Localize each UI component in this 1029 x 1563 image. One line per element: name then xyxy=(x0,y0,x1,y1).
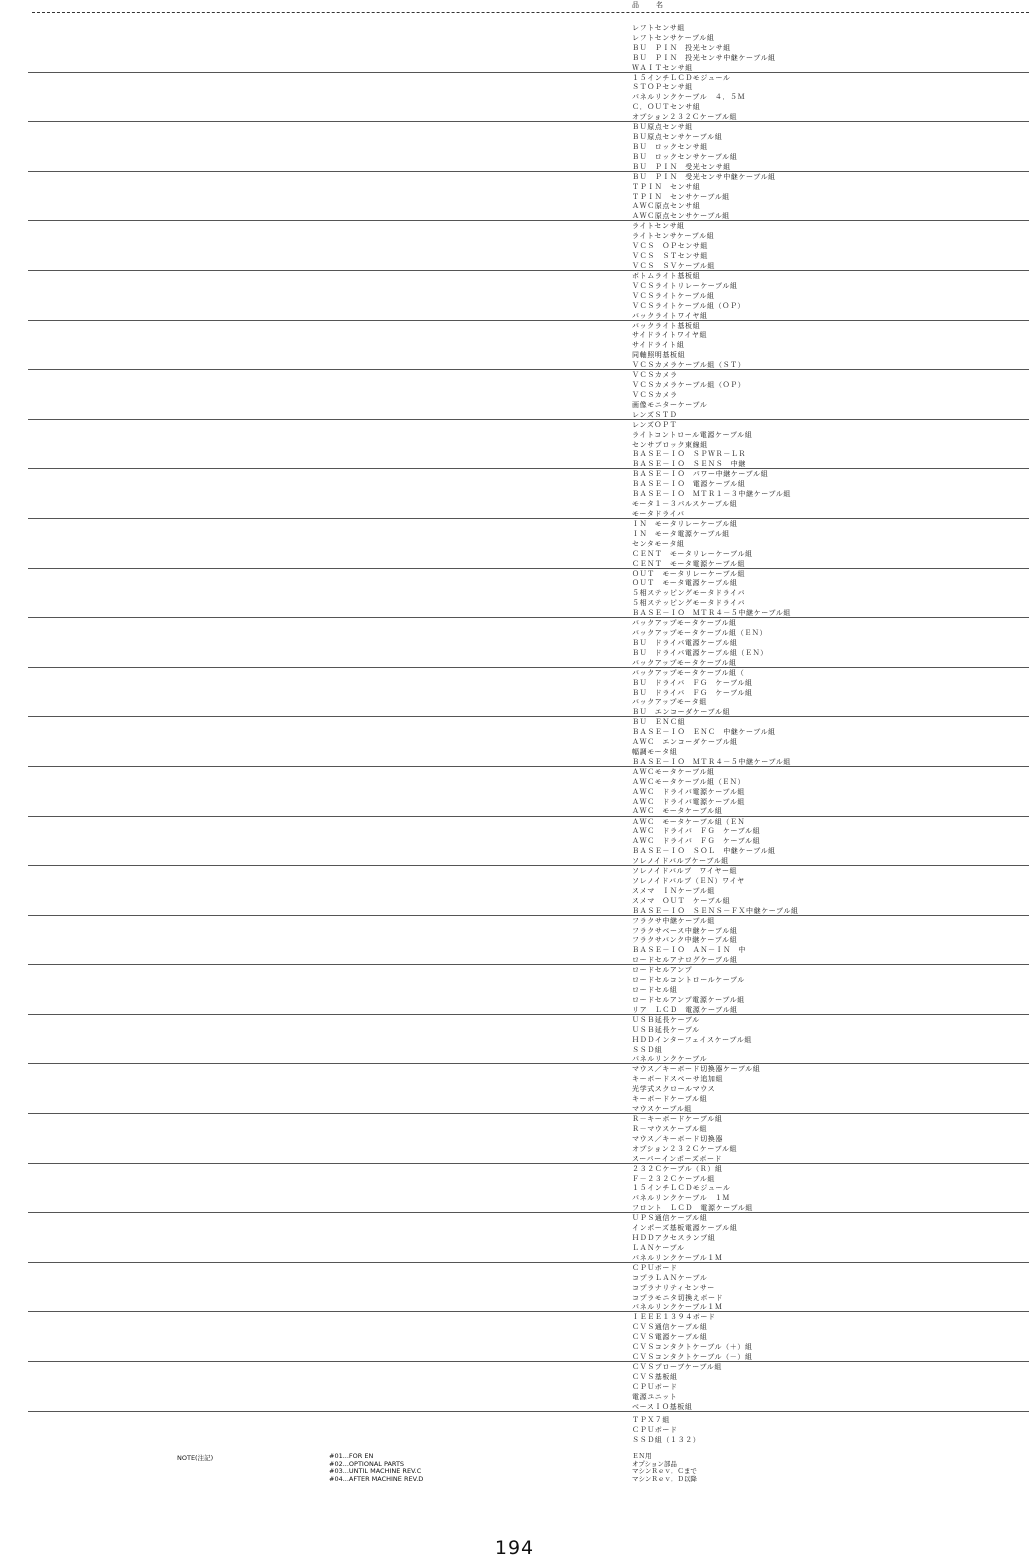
part-name: ソレノイドバルブケーブル組 xyxy=(632,857,729,866)
parts-group-items xyxy=(632,173,776,222)
parts-group xyxy=(28,1164,1029,1214)
part-name: レフトセンサ組 xyxy=(632,24,685,32)
part-name: ＢＵ ドライバ電源ケーブル組（ＥＮ） xyxy=(632,648,768,657)
part-name: ＵＳＢ延長ケーブル xyxy=(632,1025,700,1034)
part-name: ＴＰＩＮ センサ組 xyxy=(632,182,701,191)
part-name: スーパーインポーズボード xyxy=(632,1154,723,1163)
parts-group-items xyxy=(632,1264,723,1313)
parts-group xyxy=(28,221,1029,271)
notes-title: NOTE(注記) xyxy=(177,1454,214,1462)
part-name: ＶＣＳ ＯＰセンサ組 xyxy=(632,242,708,251)
note-code: #04...AFTER MACHINE REV.D xyxy=(329,1474,424,1483)
part-name: ＩＮ モータ電源ケーブル組 xyxy=(632,529,730,538)
parts-group-items xyxy=(632,966,745,1015)
part-name: ＵＳＢ延長ケーブル xyxy=(632,1015,700,1024)
parts-group xyxy=(28,370,1029,420)
header-divider xyxy=(32,12,1029,13)
parts-group-items xyxy=(632,570,791,619)
parts-group-items xyxy=(632,123,737,172)
parts-group-items xyxy=(632,222,715,271)
part-name: ＢＵ ＰＩＮ 投光センサ中継ケーブル組 xyxy=(632,53,776,62)
part-name: ＢＵ ＰＩＮ 投光センサ組 xyxy=(632,43,731,52)
part-name: Ｃ．ＯＵＴセンサ組 xyxy=(632,103,701,112)
part-name: ＳＴＯＰセンサ組 xyxy=(632,83,693,92)
parts-group xyxy=(28,469,1029,519)
part-name: キーボードスペーサ追加組 xyxy=(632,1075,724,1084)
part-name: ＳＳＤ組 xyxy=(632,1045,663,1054)
part-name: ＢＡＳＥ－ＩＯ ＭＴＲ４－５中継ケーブル組 xyxy=(632,609,791,618)
part-name: パネルリンクケーブル １Ｍ xyxy=(632,1194,731,1203)
part-name: ＢＡＳＥ－ＩＯ ＳＯＬ 中継ケーブル組 xyxy=(632,847,776,856)
parts-group-items xyxy=(632,74,745,123)
part-name: ＣＰＵボード xyxy=(632,1382,678,1391)
part-name: ＢＡＳＥ－ＩＯ ＭＴＲ１－３中継ケーブル組 xyxy=(632,490,791,499)
part-name: ＶＣＳカメラケーブル組（ＳＴ） xyxy=(632,361,746,370)
part-name: ＢＡＳＥ－ＩＯ ＥＮＣ 中継ケーブル組 xyxy=(632,728,776,737)
part-name: ＡＷＣモータケーブル組（ＥＮ） xyxy=(632,777,746,786)
part-name: ＡＷＣ エンコーダケーブル組 xyxy=(632,738,738,747)
part-name: ＡＷＣ モータケーブル組（ＥＮ xyxy=(632,817,746,826)
page-number: 194 xyxy=(494,1537,535,1559)
part-name: マウス／キーボード切換器 xyxy=(632,1134,723,1143)
part-name: ＶＣＳ ＳＶケーブル組 xyxy=(632,261,715,270)
note-code: #01...FOR EN xyxy=(329,1452,374,1460)
part-name: モータ１－３パルスケーブル組 xyxy=(632,500,738,509)
part-name: ＶＣＳカメラ xyxy=(632,390,678,399)
notes-meanings xyxy=(632,1453,697,1483)
part-name: ソレノイドバルブ（ＥＮ）ワイヤ xyxy=(632,876,745,885)
parts-group xyxy=(28,717,1029,767)
part-name: ＢＵ ドライバ電源ケーブル組 xyxy=(632,638,738,647)
part-name: ＴＰＩＮ センサケーブル組 xyxy=(632,192,730,201)
part-name: ＶＣＳカメラ xyxy=(632,371,678,380)
parts-group xyxy=(28,271,1029,321)
part-name: ＢＡＳＥ－ＩＯ 電源ケーブル組 xyxy=(632,480,746,489)
parts-group xyxy=(28,1213,1029,1263)
column-label-part-name: 品 名 xyxy=(632,1,668,9)
part-name: レンズＯＰＴ xyxy=(632,420,678,429)
part-name: １５インチＬＣＤモジュール xyxy=(632,1184,731,1193)
parts-group-items xyxy=(632,1115,737,1164)
parts-group xyxy=(28,866,1029,916)
parts-group xyxy=(28,916,1029,966)
part-name: ＡＷＣ ドライバ電源ケーブル組 xyxy=(632,787,746,796)
parts-group xyxy=(28,767,1029,817)
part-name: コプラＬＡＮケーブル xyxy=(632,1273,708,1282)
parts-group-items xyxy=(632,1363,722,1412)
parts-group xyxy=(28,965,1029,1015)
part-name: ＡＷＣ モータケーブル組 xyxy=(632,807,723,816)
part-name: 画像モニターケーブル xyxy=(632,400,708,409)
parts-group-items xyxy=(632,1313,753,1362)
part-name: ＢＵ ドライバ ＦＧ ケーブル組 xyxy=(632,688,753,697)
parts-group-items xyxy=(632,1016,752,1065)
part-name: ２３２Ｃケーブル（Ｒ）組 xyxy=(632,1164,723,1173)
part-name: ＶＣＳライトケーブル組 xyxy=(632,291,715,300)
part-name: フロント ＬＣＤ 電源ケーブル組 xyxy=(632,1204,753,1213)
part-name: モータドライバ xyxy=(632,509,685,518)
part-name: ＢＡＳＥ－ＩＯ ＳＥＮＳ－ＦＸ中継ケーブル組 xyxy=(632,906,799,915)
part-name: ＢＵ ロックセンサケーブル組 xyxy=(632,152,738,161)
part-name: 光学式スクロールマウス xyxy=(632,1085,716,1094)
parts-list xyxy=(0,23,1029,1412)
part-name: リア ＬＣＤ 電源ケーブル組 xyxy=(632,1005,738,1014)
parts-group-items xyxy=(632,322,745,371)
part-name: ＣＰＵボード xyxy=(632,1263,678,1272)
part-name: ＣＥＮＴ モータリレーケーブル組 xyxy=(632,549,753,558)
parts-group xyxy=(28,1064,1029,1114)
part-name: ＡＷＣ ドライバ ＦＧ ケーブル組 xyxy=(632,837,761,846)
part-name: ５相ステッピングモータドライバ xyxy=(632,599,746,608)
parts-group-items xyxy=(632,669,753,718)
part-name: コプラモニタ切換えボード xyxy=(632,1293,724,1302)
part-name: パネルリンクケーブル xyxy=(632,1055,708,1064)
part-name: ＡＷＣ原点センサ組 xyxy=(632,202,701,211)
part-name: バックアップモータケーブル組（ＥＮ） xyxy=(632,629,768,638)
note-meaning: オプション部品 xyxy=(632,1459,677,1468)
part-name: ライトセンサ組 xyxy=(632,222,685,231)
note-meaning: ＥＮ用 xyxy=(632,1452,652,1460)
notes-codes xyxy=(329,1453,423,1483)
part-name: ＢＵ ＰＩＮ 受光センサ組 xyxy=(632,162,731,171)
part-name: ＣＰＵボード xyxy=(632,1425,678,1434)
part-name: ロードセルコントロールケーブル xyxy=(632,976,745,985)
part-name: フラクサバンク中継ケーブル組 xyxy=(632,936,738,945)
part-name: ＢＡＳＥ－ＩＯ ＳＥＮＳ 中継 xyxy=(632,460,746,469)
parts-group xyxy=(28,1362,1029,1412)
part-name: インポーズ基板電源ケーブル組 xyxy=(632,1224,738,1233)
parts-group xyxy=(28,321,1029,371)
parts-group xyxy=(28,1015,1029,1065)
part-name: オプション２３２Ｃケーブル組 xyxy=(632,1144,738,1153)
part-name: ＢＡＳＥ－ＩＯ ＳＰＷＲ－ＬＲ xyxy=(632,450,746,459)
part-name: バックアップモータケーブル組 xyxy=(632,619,737,628)
table-header xyxy=(0,0,1029,14)
part-name: １５インチＬＣＤモジュール xyxy=(632,73,731,82)
part-name: マウスケーブル組 xyxy=(632,1105,692,1114)
part-name: ＣＥＮＴ モータ電源ケーブル組 xyxy=(632,559,746,568)
part-name: フラクサベース中継ケーブル組 xyxy=(632,926,738,935)
parts-group-items xyxy=(632,421,752,470)
part-name: ＶＣＳライトケーブル組（ＯＰ） xyxy=(632,301,746,310)
part-name: ベースＩＯ基板組 xyxy=(632,1402,693,1411)
part-name: ＢＵ ＰＩＮ 受光センサ中継ケーブル組 xyxy=(632,172,776,181)
part-name: ＳＳＤ組（１３２） xyxy=(632,1435,701,1444)
part-name: スメマ ＩＮケーブル組 xyxy=(632,886,715,895)
part-name: バックアップモータケーブル組 xyxy=(632,658,737,667)
parts-group-items xyxy=(632,24,776,73)
part-name: 同軸照明基板組 xyxy=(632,351,686,360)
part-name: バックライトワイヤ組 xyxy=(632,311,708,320)
note-code: #02...OPTIONAL PARTS xyxy=(329,1459,405,1468)
parts-group-items xyxy=(632,1214,737,1263)
part-name: ＢＡＳＥ－ＩＯ ＭＴＲ４－５中継ケーブル組 xyxy=(632,757,791,766)
parts-group xyxy=(28,1263,1029,1313)
part-name: ＢＵ ロックセンサ組 xyxy=(632,142,708,151)
part-name: 電源ユニット xyxy=(632,1392,678,1401)
parts-group-items xyxy=(632,619,768,668)
part-name: Ｒ－キーボードケーブル組 xyxy=(632,1115,723,1124)
part-name: マウス／キーボード切換器ケーブル組 xyxy=(632,1065,761,1074)
parts-group xyxy=(28,668,1029,718)
part-name: ＶＣＳカメラケーブル組（ＯＰ） xyxy=(632,381,746,390)
part-name: ＡＷＣ ドライバ電源ケーブル組 xyxy=(632,797,746,806)
part-name: ＯＵＴ モータ電源ケーブル組 xyxy=(632,579,738,588)
part-name: ＢＵ ドライバ ＦＧ ケーブル組 xyxy=(632,678,753,687)
part-name: サイドライトワイヤ組 xyxy=(632,331,708,340)
part-name: ＣＶＳコンタクトケーブル（＋）組 xyxy=(632,1343,753,1352)
parts-group-items xyxy=(632,768,745,817)
part-name: ＨＤＤインターフェイスケーブル組 xyxy=(632,1035,752,1044)
note-code: #03...UNTIL MACHINE REV.C xyxy=(329,1467,422,1475)
parts-group xyxy=(28,73,1029,123)
parts-group xyxy=(28,23,1029,73)
part-name: ＣＶＳコンタクトケーブル（－）組 xyxy=(632,1353,753,1361)
parts-group-items xyxy=(632,371,745,420)
parts-group-items xyxy=(632,470,791,519)
part-name: パネルリンクケーブル１Ｍ xyxy=(632,1303,723,1312)
part-name: オプション２３２Ｃケーブル組 xyxy=(632,113,738,122)
part-name: ＢＵ エンコーダケーブル組 xyxy=(632,708,731,717)
parts-group xyxy=(28,122,1029,172)
parts-group xyxy=(28,172,1029,222)
parts-group-items xyxy=(632,1165,753,1214)
part-name: ソレノイドバルブ ワイヤー組 xyxy=(632,867,738,876)
part-name: ＷＡＩＴセンサ組 xyxy=(632,63,693,72)
part-name: ＢＵ原点センサケーブル組 xyxy=(632,133,723,142)
part-name: ＵＰＳ通信ケーブル組 xyxy=(632,1214,708,1223)
part-name: ＣＶＳ通信ケーブル組 xyxy=(632,1323,708,1332)
part-name: レンズＳＴＤ xyxy=(632,410,678,419)
part-name: サイドライト組 xyxy=(632,341,685,350)
parts-group-items xyxy=(632,818,776,867)
parts-group-items xyxy=(632,917,746,966)
part-name: ＨＤＤアクセスランプ組 xyxy=(632,1234,716,1243)
part-name: ＯＵＴ モータリレーケーブル組 xyxy=(632,569,746,578)
part-name: ロードセルアナログケーブル組 xyxy=(632,956,738,965)
part-name: ＶＣＳライトリレーケーブル組 xyxy=(632,281,738,290)
part-name: 幅調モータ組 xyxy=(632,747,678,756)
part-name: パネルリンクケーブル１Ｍ xyxy=(632,1253,723,1262)
parts-group-items xyxy=(632,1065,760,1114)
part-name: ＡＷＣモータケーブル組 xyxy=(632,767,715,776)
part-name: センサブロック束線組 xyxy=(632,440,708,449)
parts-group xyxy=(28,519,1029,569)
part-name: フラクサ中継ケーブル組 xyxy=(632,916,715,925)
part-name: パネルリンクケーブル ４．５Ｍ xyxy=(632,93,746,102)
part-name: バックライト基板組 xyxy=(632,321,701,330)
parts-group xyxy=(28,1312,1029,1362)
part-name: ＢＵ原点センサ組 xyxy=(632,123,693,132)
part-name: ＢＵ ＥＮＣ組 xyxy=(632,718,686,727)
parts-group xyxy=(28,569,1029,619)
part-name: ＬＡＮケーブル xyxy=(632,1243,685,1252)
note-meaning: マシンＲｅｖ．Ｄ以降 xyxy=(632,1474,697,1483)
part-name: ＢＡＳＥ－ＩＯ ＡＮ－ＩＮ 中 xyxy=(632,946,746,955)
part-name: ＣＶＳプローブケーブル組 xyxy=(632,1363,723,1372)
part-name: ＩＮ モータリレーケーブル組 xyxy=(632,519,738,528)
part-name: キーボードケーブル組 xyxy=(632,1095,708,1104)
part-name: バックアップモータケーブル組（ xyxy=(632,668,745,677)
part-name: ５相ステッピングモータドライバ xyxy=(632,589,746,598)
part-name: ＡＷＣ ドライバ ＦＧ ケーブル組 xyxy=(632,827,761,836)
part-name: ライトセンサケーブル組 xyxy=(632,232,715,241)
parts-group xyxy=(28,420,1029,470)
part-name: ＣＶＳ基板組 xyxy=(632,1372,678,1381)
parts-group-items xyxy=(632,867,799,916)
part-name: スメマ ＯＵＴ ケーブル組 xyxy=(632,896,731,905)
part-name: ＣＶＳ電源ケーブル組 xyxy=(632,1333,708,1342)
part-name: ＢＡＳＥ－ＩＯ パワー中継ケーブル組 xyxy=(632,470,769,479)
part-name: コプラナリティセンサー xyxy=(632,1283,715,1292)
part-name: ライトコントロール電源ケーブル組 xyxy=(632,430,753,439)
part-name: Ｒ－マウスケーブル組 xyxy=(632,1124,708,1133)
parts-group-items xyxy=(632,520,753,569)
parts-group-items xyxy=(632,718,791,767)
note-meaning: マシンＲｅｖ．Ｃまで xyxy=(632,1467,697,1475)
part-name: バックアップモータ組 xyxy=(632,698,707,707)
part-name: ＴＰＸ７組 xyxy=(632,1416,670,1424)
parts-group xyxy=(28,618,1029,668)
parts-group-items xyxy=(632,272,745,321)
part-name: ボトムライト基板組 xyxy=(632,271,701,280)
part-name: センタモータ組 xyxy=(632,539,685,548)
part-name: ＡＷＣ原点センサケーブル組 xyxy=(632,212,730,221)
part-name: レフトセンサケーブル組 xyxy=(632,33,715,42)
parts-group-items xyxy=(632,1416,700,1446)
part-name: ロードセルアンプ電源ケーブル組 xyxy=(632,995,745,1004)
parts-group xyxy=(28,817,1029,867)
part-name: ＩＥＥＥ１３９４ボード xyxy=(632,1313,716,1322)
parts-group xyxy=(28,1114,1029,1164)
part-name: Ｆ－２３２Ｃケーブル組 xyxy=(632,1174,715,1183)
part-name: ＶＣＳ ＳＴセンサ組 xyxy=(632,252,708,261)
part-name: ロードセル組 xyxy=(632,986,678,995)
notes-section xyxy=(0,1453,1029,1493)
part-name: ロードセルアンプ xyxy=(632,966,693,975)
